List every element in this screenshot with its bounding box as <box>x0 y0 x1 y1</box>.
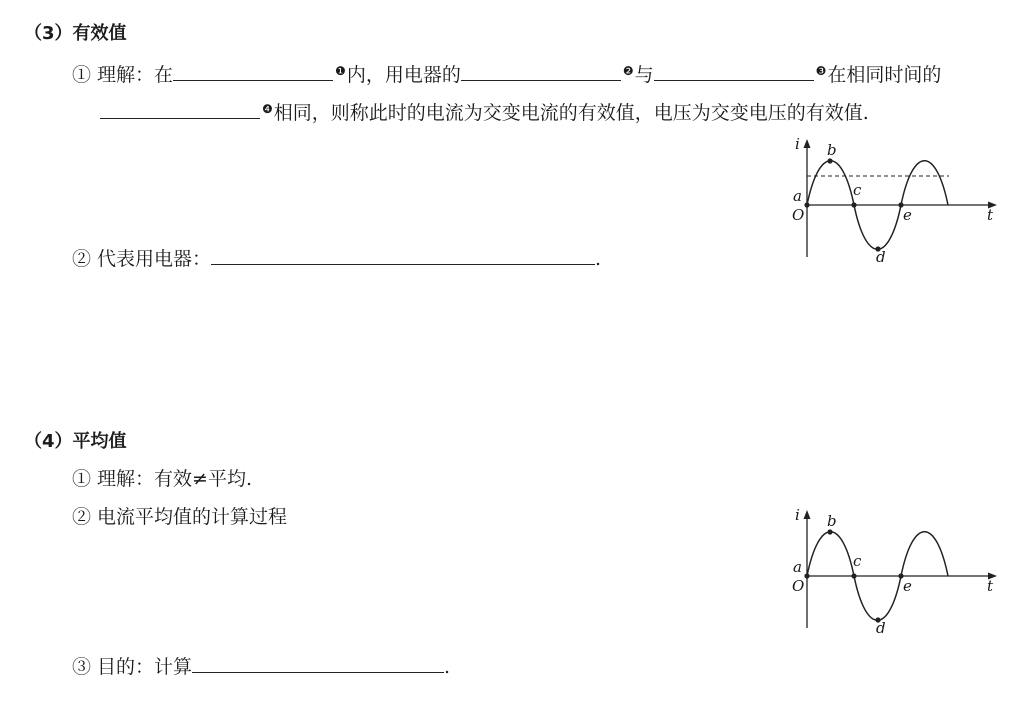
blank-1[interactable] <box>173 62 333 81</box>
sine-graph-average-svg <box>775 506 1005 636</box>
label-c: c <box>853 181 862 199</box>
rms-definition-line-1: ① 理解：在 $^❶$内，用电器的 $^❷$与 $^❸$在相同时间的 <box>72 64 942 86</box>
marker-2: ❷ <box>622 64 634 78</box>
y-axis-label: i <box>795 135 800 153</box>
label-b: b <box>827 512 837 530</box>
x-axis-label: t <box>987 577 994 595</box>
label-e: e <box>903 206 912 224</box>
label-a: a <box>793 558 802 576</box>
blank-4[interactable] <box>100 100 260 119</box>
point-c <box>851 202 856 207</box>
section-3-title: （3）有效值 <box>24 23 127 44</box>
origin-label: O <box>792 577 805 595</box>
label-c: c <box>853 552 862 570</box>
average-calc-line: ② 电流平均值的计算过程 <box>72 506 288 528</box>
blank-3[interactable] <box>654 62 814 81</box>
label-e: e <box>903 577 912 595</box>
purpose-line: ③ 目的：计算 . <box>72 656 451 678</box>
rms-definition-line-2: $^❹$相同，则称此时的电流为交变电流的有效值，电压为交变电压的有效值. <box>100 97 869 125</box>
sine-curve <box>807 158 859 205</box>
origin-label: O <box>792 206 805 224</box>
label-b: b <box>827 141 837 159</box>
average-understanding-line: ① 理解：有效≠平均. <box>72 468 252 490</box>
point-b <box>827 529 832 534</box>
label-a: a <box>793 187 802 205</box>
marker-3: ❸ <box>815 64 827 78</box>
sine-graph-average <box>775 506 1005 636</box>
blank-purpose[interactable] <box>192 654 444 673</box>
section-4-title: （4）平均值 <box>24 431 127 452</box>
understanding-label: ① 理解：在 <box>72 64 174 86</box>
x-axis-label: t <box>987 206 994 224</box>
label-d: d <box>876 619 886 636</box>
representative-device-line: ② 代表用电器： . <box>72 248 602 270</box>
point-a <box>804 202 809 207</box>
sine-graph-rms-svg <box>775 135 1005 265</box>
point-c <box>851 573 856 578</box>
point-a <box>804 573 809 578</box>
label-d: d <box>876 248 886 265</box>
blank-2[interactable] <box>461 62 621 81</box>
sine-graph-rms <box>775 135 1005 265</box>
blank-device[interactable] <box>211 246 595 265</box>
y-axis-label: i <box>795 506 800 524</box>
point-b <box>827 158 832 163</box>
marker-4: ❹ <box>262 102 273 116</box>
marker-1: ❶ <box>335 64 346 78</box>
